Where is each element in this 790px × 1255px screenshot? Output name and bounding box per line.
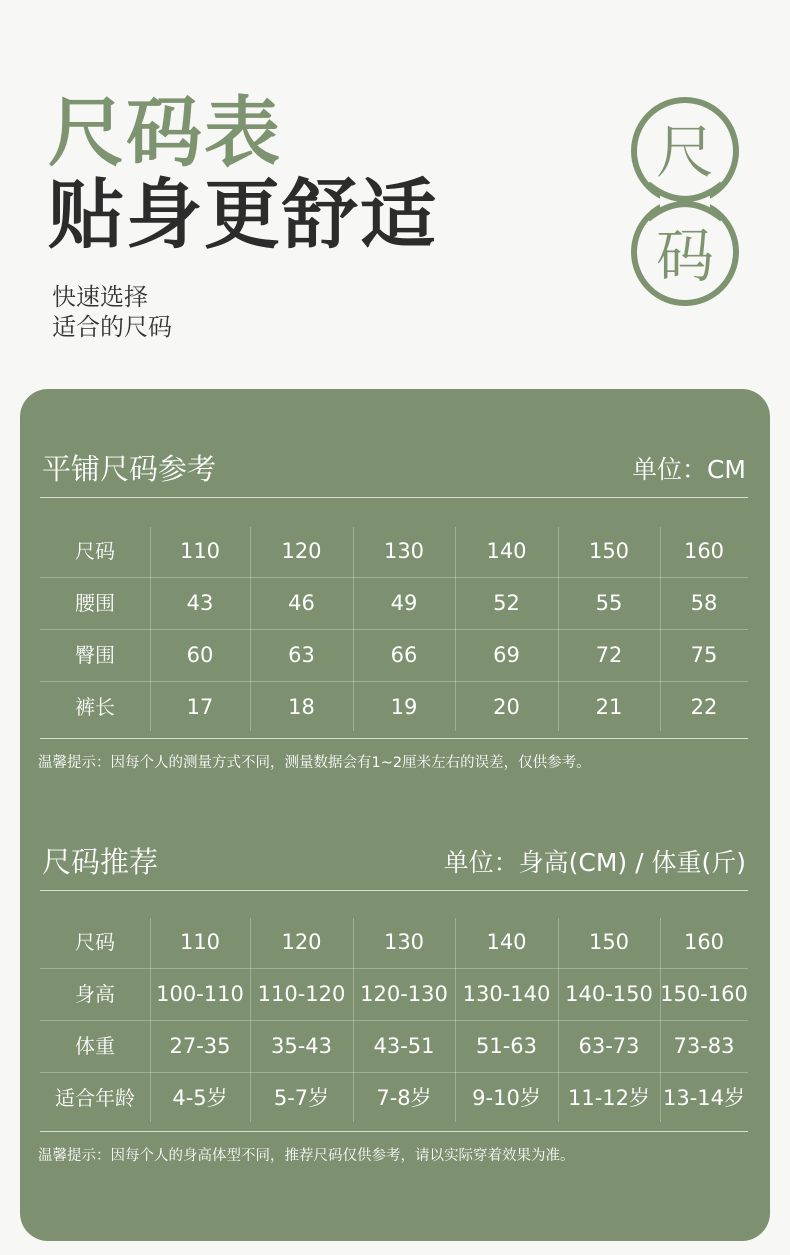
recommend-table-column-separator (150, 918, 151, 1122)
flat-table-cell: 66 (390, 643, 418, 667)
flat-table-cell: 52 (493, 591, 520, 615)
flat-table-cell: 55 (595, 591, 623, 615)
recommend-table-cell: 120-130 (360, 982, 448, 1006)
recommend-table-bottom-divider (40, 1131, 748, 1132)
flat-table-cell: 69 (493, 643, 520, 667)
recommend-table-cell: 43-51 (373, 1034, 435, 1058)
recommend-table-cell: 5-7岁 (273, 1086, 330, 1110)
recommend-table-row-separator (40, 968, 748, 969)
flat-table-row-separator (40, 681, 748, 682)
flat-table-row (40, 525, 748, 577)
flat-table-cell: 22 (690, 695, 718, 719)
subtitle-quick-select: 快速选择 (52, 283, 148, 311)
title-comfort: 贴身更舒适 (48, 170, 438, 259)
recommend-table-column-separator (558, 918, 559, 1122)
flat-table-row-label: 腰围 (75, 591, 115, 615)
size-chart-card (20, 389, 770, 1241)
recommend-section-title: 尺码推荐 (42, 845, 159, 879)
flat-table-column-separator (660, 527, 661, 731)
flat-table-cell: 160 (683, 539, 725, 563)
flat-table-cell: 58 (690, 591, 718, 615)
recommend-table-cell: 140-150 (565, 982, 653, 1006)
recommend-table-cell: 110 (179, 930, 221, 954)
flat-table-column-separator (353, 527, 354, 731)
flat-table-row (40, 577, 748, 629)
flat-table-cell: 43 (186, 591, 214, 615)
flat-table-cell: 18 (288, 695, 315, 719)
recommend-section-note: 温馨提示：因每个人的身高体型不同，推荐尺码仅供参考，请以实际穿着效果为准。 (38, 1148, 575, 1164)
recommend-table-cell: 27-35 (169, 1034, 231, 1058)
recommend-table-row-label: 适合年龄 (55, 1086, 135, 1110)
flat-table-row-separator (40, 629, 748, 630)
title-size-chart: 尺码表 (48, 88, 282, 177)
flat-table-row-separator (40, 577, 748, 578)
recommend-table-column-separator (660, 918, 661, 1122)
recommend-table-cell: 73-83 (673, 1034, 735, 1058)
recommend-table-row (40, 968, 748, 1020)
flat-table-row (40, 681, 748, 733)
recommend-table-row (40, 1072, 748, 1124)
flat-table-bottom-divider (40, 738, 748, 739)
recommend-table-row-separator (40, 1072, 748, 1073)
recommend-table-cell: 120 (281, 930, 322, 954)
flat-table-cell: 19 (390, 695, 418, 719)
flat-table-cell: 17 (186, 695, 214, 719)
flat-table-cell: 46 (288, 591, 315, 615)
flat-table-cell: 63 (288, 643, 315, 667)
recommend-section-unit: 单位：身高(CM) / 体重(斤) (443, 848, 746, 877)
recommend-table-cell: 7-8岁 (376, 1086, 432, 1110)
flat-section-divider (40, 497, 748, 498)
flat-table-cell: 130 (383, 539, 425, 563)
flat-table-cell: 120 (281, 539, 322, 563)
badge-char-ma: 码 (655, 222, 715, 290)
recommend-table-cell: 51-63 (475, 1034, 538, 1058)
recommend-table-cell: 150 (588, 930, 630, 954)
badge-char-chi: 尺 (655, 118, 715, 186)
recommend-section-divider (40, 890, 748, 891)
recommend-table-cell: 9-10岁 (472, 1086, 541, 1110)
flat-table-cell: 140 (486, 539, 527, 563)
flat-table-cell: 72 (595, 643, 623, 667)
recommend-table-row-separator (40, 1020, 748, 1021)
recommend-size-table (40, 916, 748, 1124)
flat-table-cell: 150 (588, 539, 630, 563)
flat-section-unit: 单位：CM (631, 455, 746, 484)
recommend-table-row (40, 916, 748, 968)
recommend-table-row-label: 尺码 (75, 930, 115, 954)
flat-table-row (40, 629, 748, 681)
flat-table-column-separator (455, 527, 456, 731)
recommend-table-cell: 130 (383, 930, 425, 954)
flat-size-table (40, 525, 748, 733)
flat-table-cell: 49 (390, 591, 418, 615)
flat-table-cell: 60 (186, 643, 214, 667)
flat-section-title: 平铺尺码参考 (42, 452, 217, 486)
recommend-table-row-label: 体重 (75, 1034, 115, 1058)
flat-table-row-label: 裤长 (75, 695, 115, 719)
flat-section-note: 温馨提示：因每个人的测量方式不同，测量数据会有1~2厘米左右的误差，仅供参考。 (38, 755, 591, 771)
recommend-table-cell: 160 (683, 930, 725, 954)
flat-table-column-separator (150, 527, 151, 731)
flat-table-column-separator (558, 527, 559, 731)
flat-table-row-label: 尺码 (75, 539, 115, 563)
recommend-table-column-separator (455, 918, 456, 1122)
flat-table-row-label: 臀围 (75, 643, 115, 667)
size-badge-logo (620, 96, 750, 311)
recommend-table-row (40, 1020, 748, 1072)
flat-table-column-separator (250, 527, 251, 731)
recommend-table-cell: 35-43 (270, 1034, 333, 1058)
recommend-table-cell: 130-140 (462, 982, 551, 1006)
recommend-table-cell: 4-5岁 (172, 1086, 228, 1110)
flat-table-cell: 110 (179, 539, 221, 563)
flat-table-cell: 21 (595, 695, 623, 719)
recommend-table-cell: 140 (486, 930, 527, 954)
recommend-table-cell: 11-12岁 (567, 1086, 651, 1110)
recommend-table-cell: 110-120 (257, 982, 346, 1006)
recommend-table-cell: 13-14岁 (662, 1086, 746, 1110)
recommend-table-cell: 63-73 (578, 1034, 640, 1058)
flat-table-cell: 20 (493, 695, 520, 719)
recommend-table-column-separator (250, 918, 251, 1122)
recommend-table-cell: 150-160 (660, 982, 748, 1006)
recommend-table-row-label: 身高 (75, 982, 115, 1006)
recommend-table-column-separator (353, 918, 354, 1122)
subtitle-fit-size: 适合的尺码 (52, 313, 172, 341)
flat-table-cell: 75 (690, 643, 718, 667)
recommend-table-cell: 100-110 (156, 982, 244, 1006)
